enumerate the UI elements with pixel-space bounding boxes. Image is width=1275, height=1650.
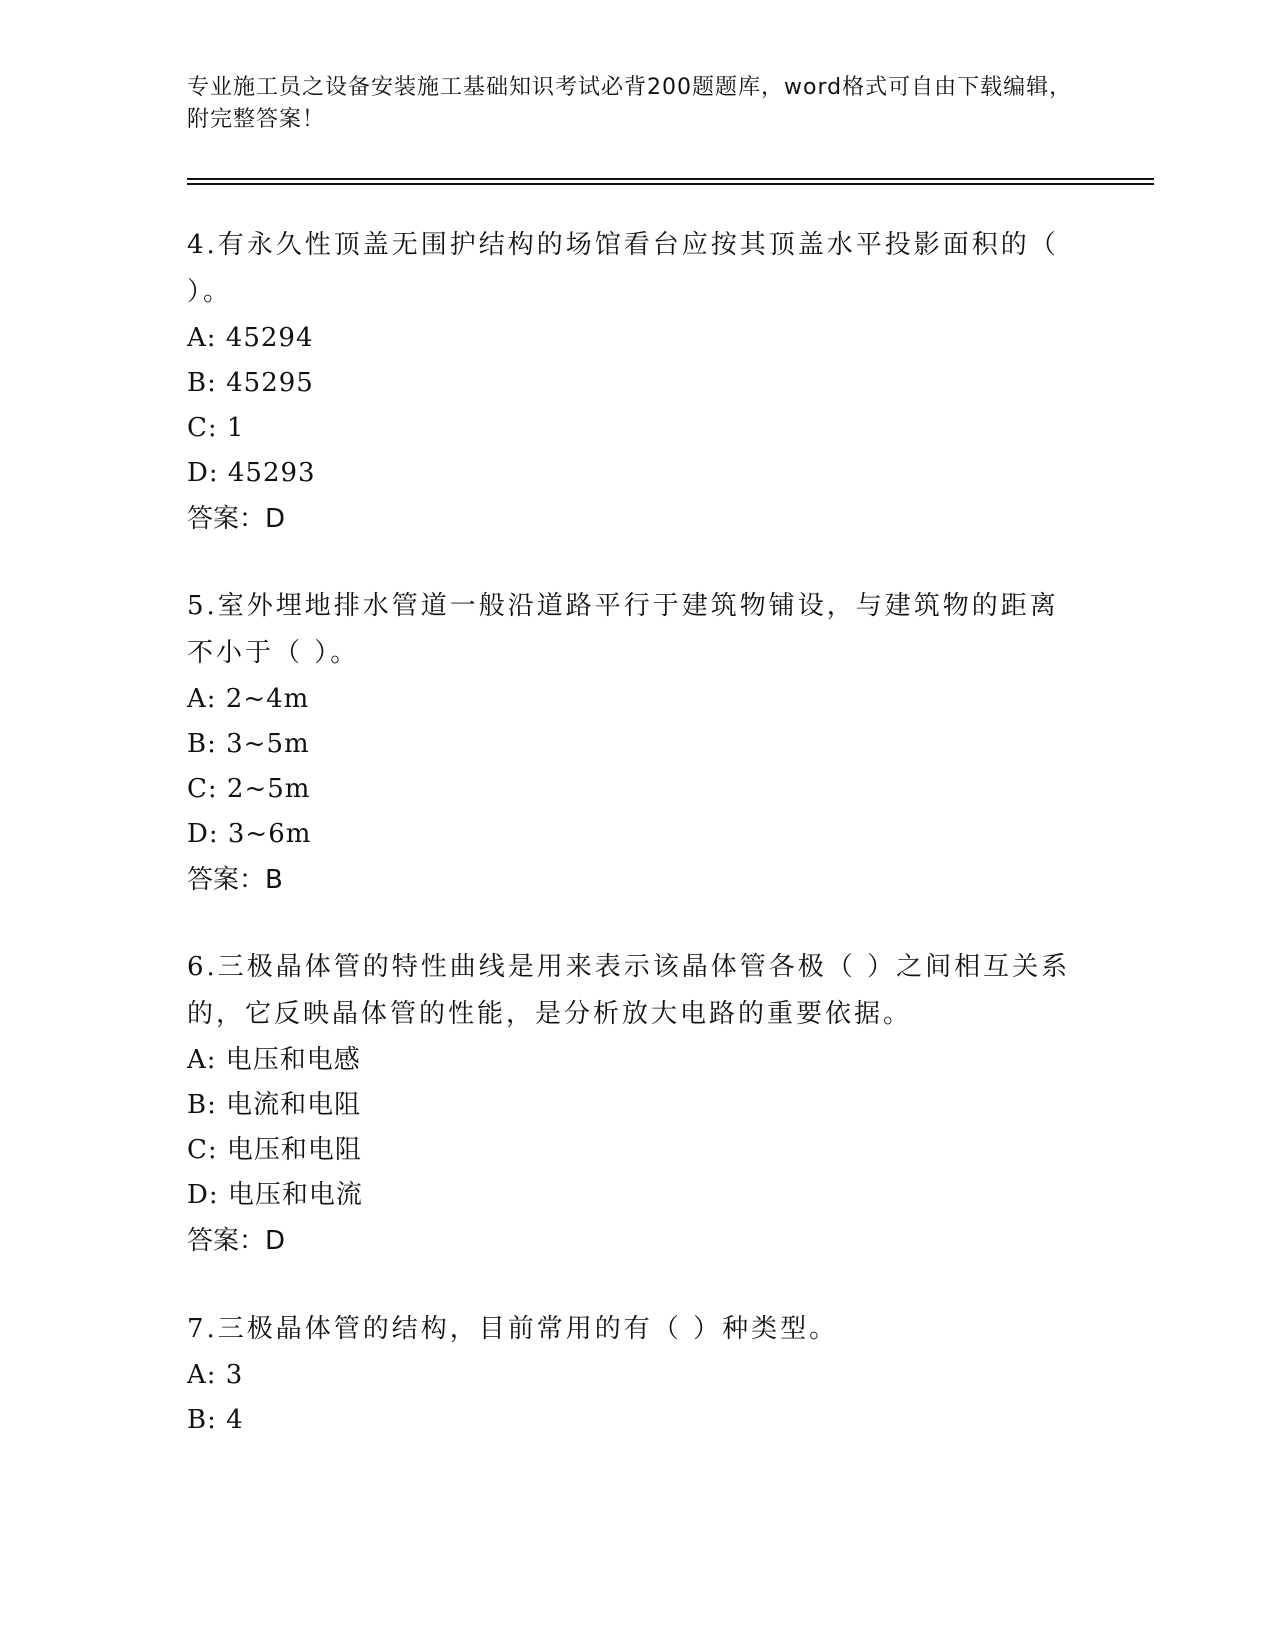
- option-c: C: 2~5m: [187, 774, 311, 804]
- option-c: C: 电压和电阻: [187, 1135, 362, 1165]
- option-d: D: 45293: [187, 458, 316, 488]
- header-intro-text: 专业施工员之设备安装施工基础知识考试必背200题题库，word格式可自由下载编辑，附完整答案！: [187, 75, 1073, 132]
- option-b: B: 电流和电阻: [187, 1090, 362, 1120]
- question-4: [187, 222, 1087, 542]
- option-d: D: 3~6m: [187, 819, 312, 849]
- option-a: A: 2~4m: [187, 684, 310, 714]
- question-stem: 6.三极晶体管的特性曲线是用来表示该晶体管各极（ ）之间相互关系的，它反映晶体管的性能，是分析放大电路的重要依据。: [187, 952, 1071, 1029]
- answer-line: 答案：D: [187, 1226, 286, 1256]
- question-5: [187, 583, 1087, 903]
- document-header: [187, 72, 1087, 136]
- option-b: B: 4: [187, 1405, 244, 1435]
- header-divider-top: [187, 178, 1154, 180]
- question-stem: 4.有永久性顶盖无围护结构的场馆看台应按其顶盖水平投影面积的（ ）。: [187, 230, 1059, 307]
- option-a: A: 3: [187, 1360, 244, 1390]
- option-b: B: 3~5m: [187, 729, 310, 759]
- answer-line: 答案：B: [187, 865, 283, 895]
- option-a: A: 电压和电感: [187, 1045, 361, 1075]
- question-stem: 5.室外埋地排水管道一般沿道路平行于建筑物铺设，与建筑物的距离不小于（ ）。: [187, 591, 1059, 668]
- option-d: D: 电压和电流: [187, 1180, 363, 1210]
- option-a: A: 45294: [187, 323, 314, 353]
- option-c: C: 1: [187, 413, 245, 443]
- question-7: [187, 1306, 1087, 1443]
- answer-line: 答案：D: [187, 504, 286, 534]
- option-b: B: 45295: [187, 368, 314, 398]
- question-stem: 7.三极晶体管的结构，目前常用的有（ ）种类型。: [187, 1314, 839, 1344]
- question-6: [187, 944, 1087, 1264]
- header-divider-bottom: [187, 183, 1154, 185]
